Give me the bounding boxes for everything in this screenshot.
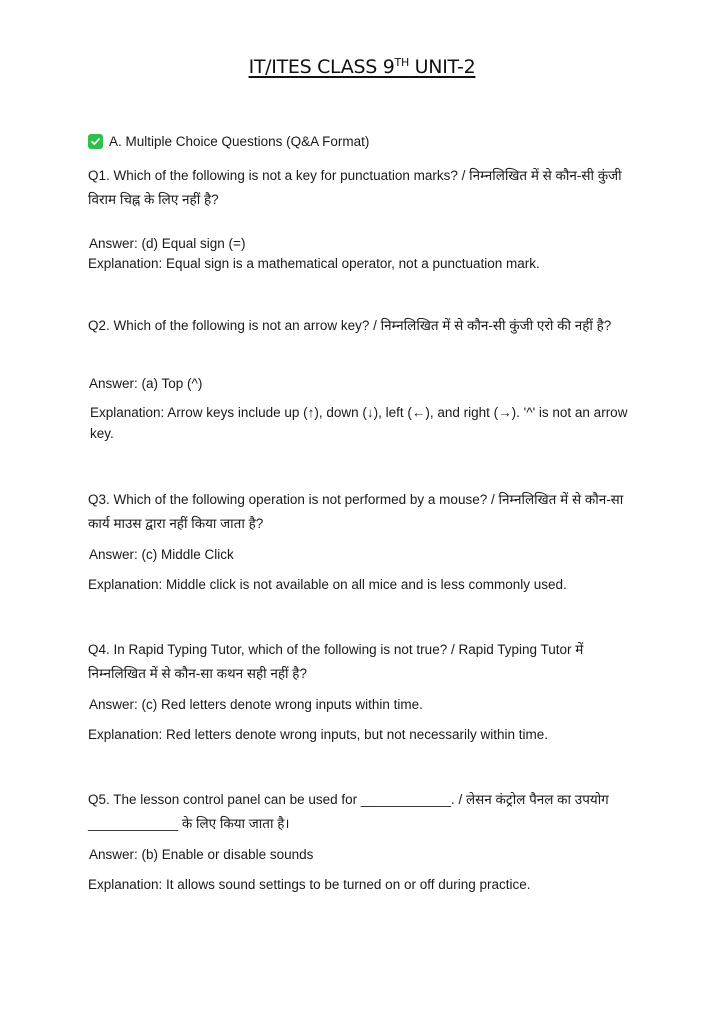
explanation-2: Explanation: Arrow keys include up (↑), down (↓), left (←), and right (→). '^' is not an arrow key. xyxy=(90,405,628,441)
question-1: Q1. Which of the following is not a key for punctuation marks? / निम्नलिखित में से कौन-सी कुंजी विराम चिह्न के लिए नहीं है? xyxy=(88,168,622,207)
answer-5: Answer: (b) Enable or disable sounds xyxy=(89,847,314,862)
title-superscript: TH xyxy=(394,56,409,69)
question-3: Q3. Which of the following operation is not performed by a mouse? / निम्नलिखित में से कौन-सा कार्य माउस द्वारा नहीं किया जाता है? xyxy=(88,492,624,531)
title-main: IT/ITES CLASS 9 xyxy=(248,56,395,78)
answer-4: Answer: (c) Red letters denote wrong inputs within time. xyxy=(89,697,423,712)
title-tail: UNIT-2 xyxy=(408,56,476,78)
section-heading xyxy=(88,134,369,149)
page-title xyxy=(0,56,724,78)
question-2: Q2. Which of the following is not an arrow key? / निम्नलिखित में से कौन-सी कुंजी एरो की नहीं है? xyxy=(88,318,612,333)
page-title-text xyxy=(249,56,476,78)
question-5: Q5. The lesson control panel can be used for ____________. / लेसन कंट्रोल पैनल का उपयोग ____________ के लिए किया जाता है। xyxy=(88,792,609,831)
answer-2: Answer: (a) Top (^) xyxy=(89,376,203,391)
check-mark-button-icon xyxy=(88,134,103,149)
answer-3: Answer: (c) Middle Click xyxy=(89,547,234,562)
explanation-5: Explanation: It allows sound settings to be turned on or off during practice. xyxy=(88,877,531,892)
explanation-4: Explanation: Red letters denote wrong inputs, but not necessarily within time. xyxy=(88,727,549,742)
explanation-3: Explanation: Middle click is not available on all mice and is less commonly used. xyxy=(88,577,567,592)
answer-1: Answer: (d) Equal sign (=) xyxy=(89,236,246,251)
explanation-1: Explanation: Equal sign is a mathematical operator, not a punctuation mark. xyxy=(88,256,540,271)
section-heading-label: A. Multiple Choice Questions (Q&A Format) xyxy=(109,134,370,149)
question-4: Q4. In Rapid Typing Tutor, which of the following is not true? / Rapid Typing Tutor में निम्नलिखित में से कौन-सा कथन सही नहीं है? xyxy=(88,642,584,681)
